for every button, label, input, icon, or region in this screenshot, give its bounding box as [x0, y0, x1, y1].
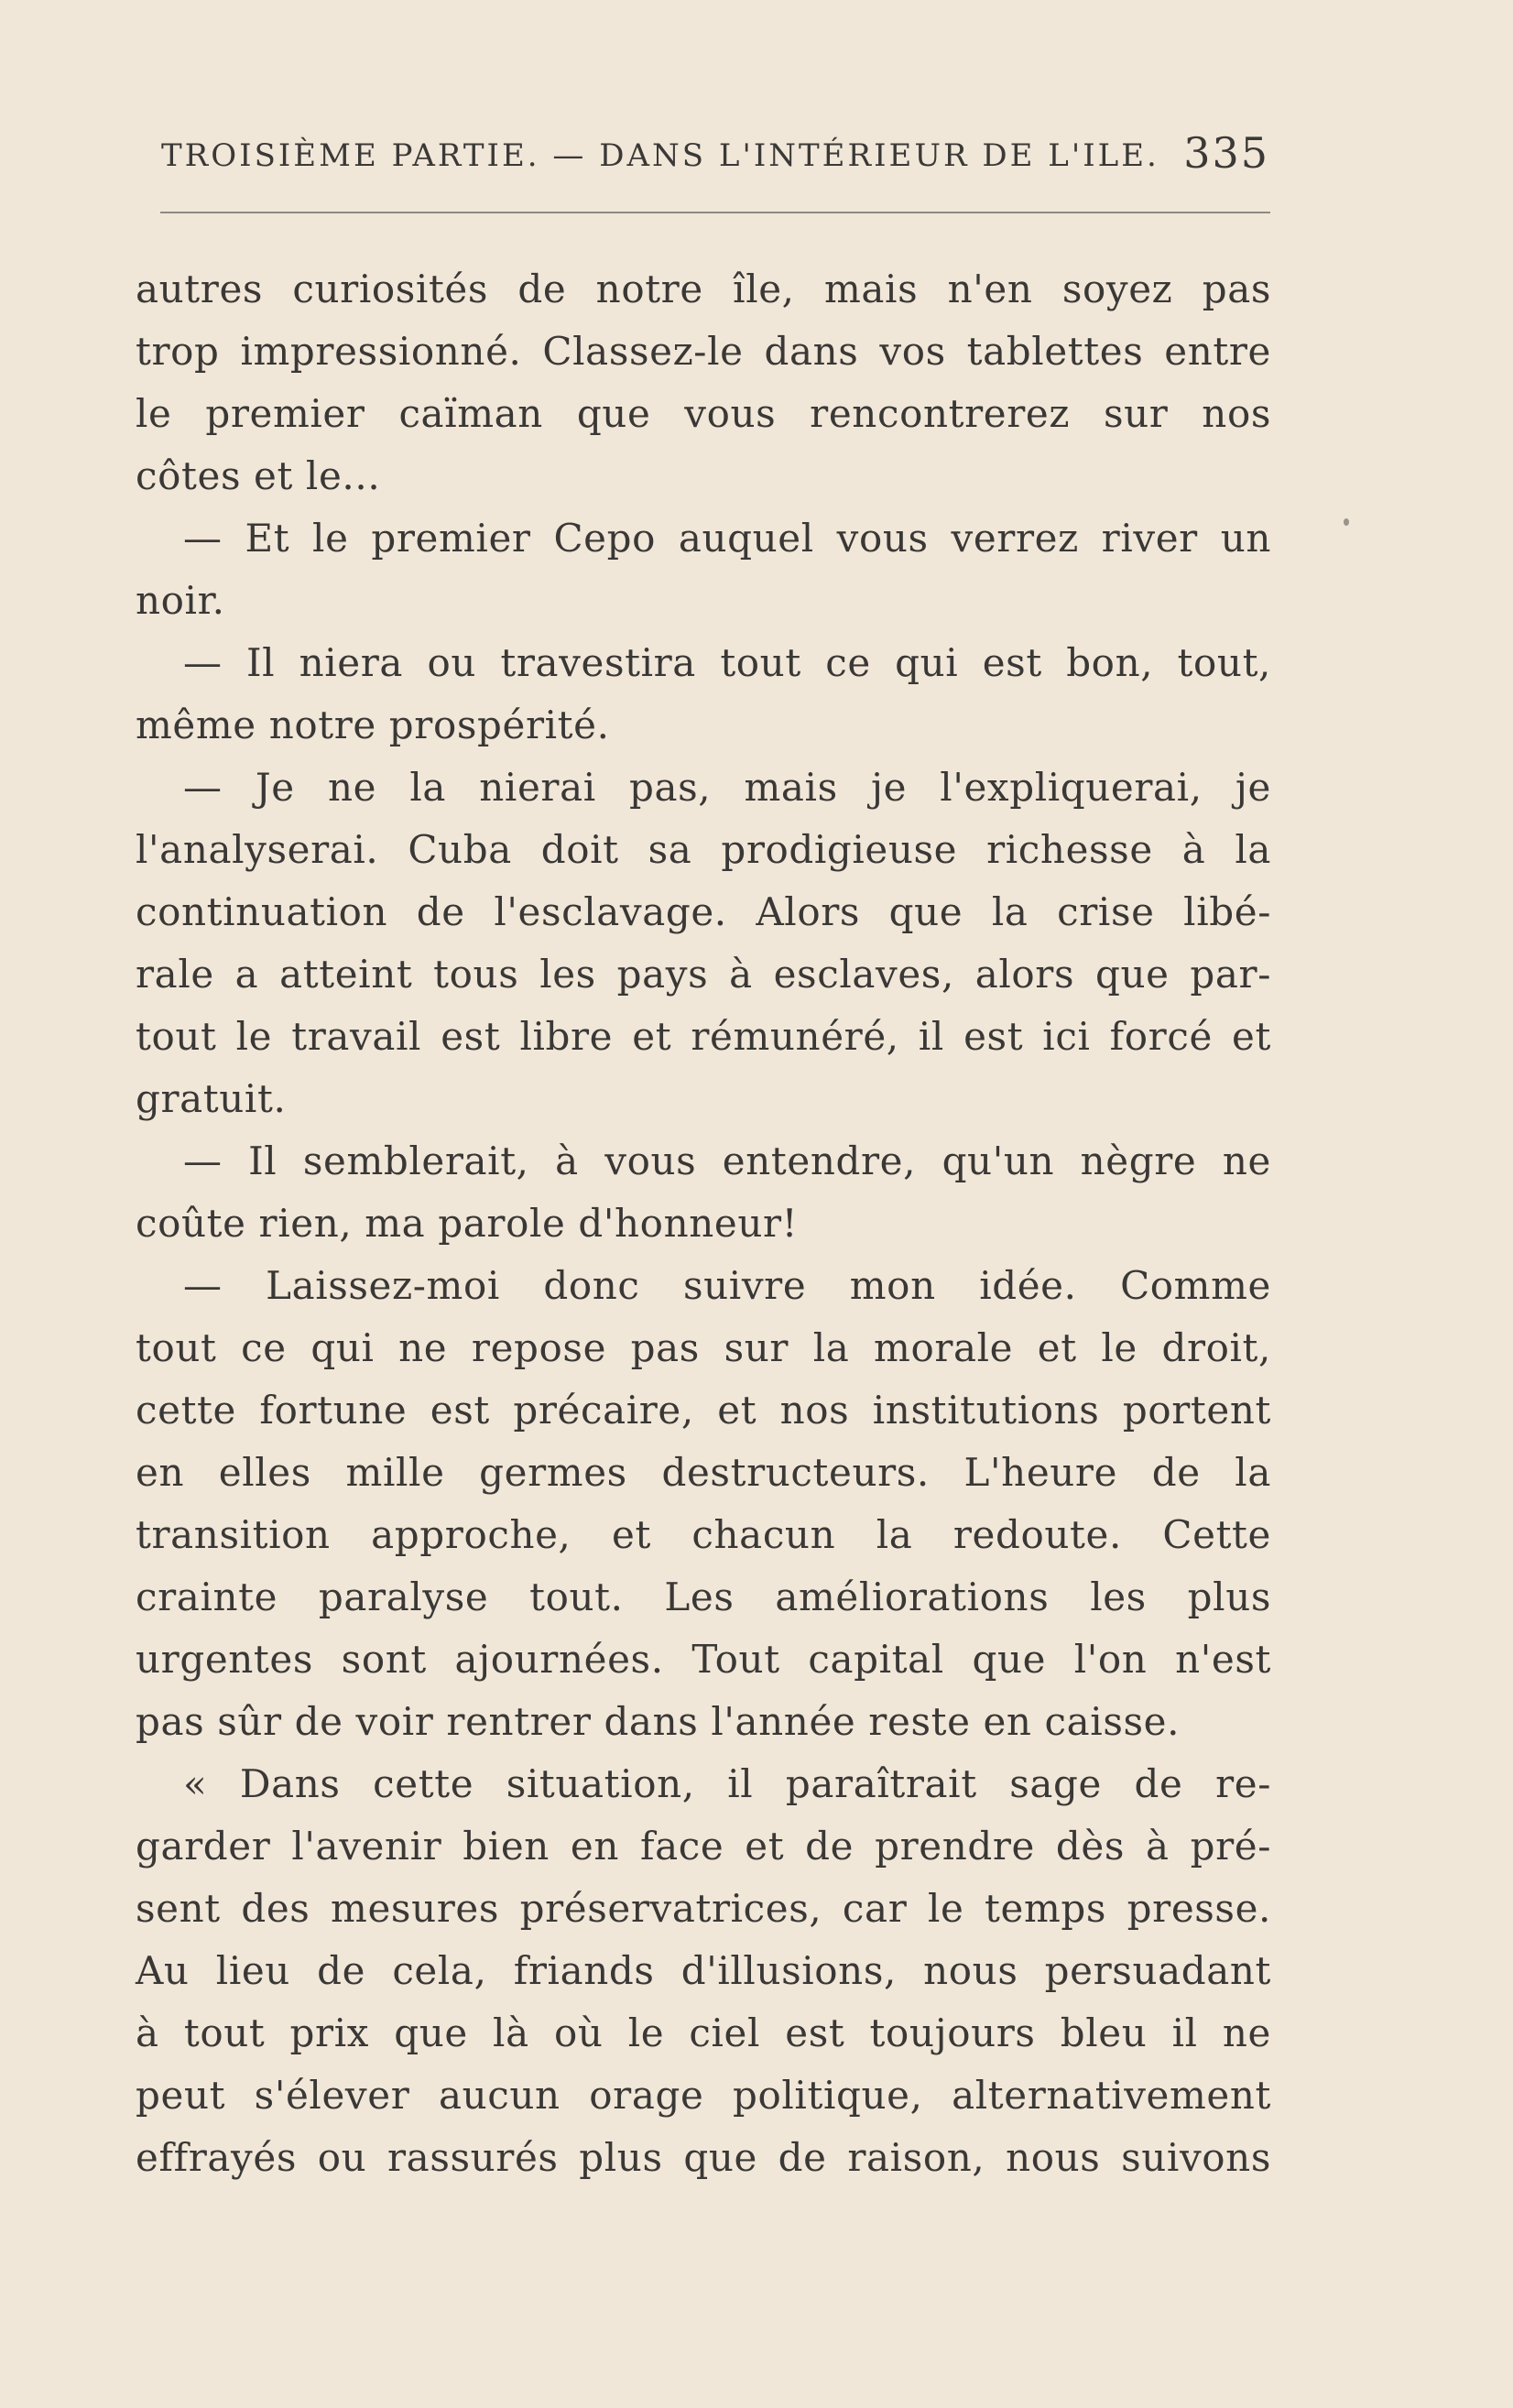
text-line: sent des mesures préservatrices, car le temps presse.	[136, 1886, 1271, 1931]
text-line: noir.	[136, 578, 225, 623]
text-line: en elles mille germes destructeurs. L'heure de la	[136, 1450, 1271, 1495]
page-number: 335	[1183, 128, 1269, 178]
text-line: trop impressionné. Classez-le dans vos tablettes entre	[136, 329, 1271, 374]
text-line: continuation de l'esclavage. Alors que la crise libé-	[136, 889, 1271, 934]
text-line: tout le travail est libre et rémunéré, il est ici forcé et	[136, 1014, 1271, 1059]
text-line: — Je ne la nierai pas, mais je l'expliquerai, je	[183, 765, 1271, 810]
text-line: crainte paralyse tout. Les améliorations les plus	[136, 1574, 1271, 1619]
text-line: « Dans cette situation, il paraîtrait sage de re-	[183, 1761, 1271, 1806]
text-line: pas sûr de voir rentrer dans l'année reste en caisse.	[136, 1699, 1181, 1744]
body-text	[136, 258, 1271, 2189]
header-rule	[160, 212, 1270, 213]
text-line: rale a atteint tous les pays à esclaves, alors que par-	[136, 952, 1271, 997]
text-line: — Laissez-moi donc suivre mon idée. Comme	[183, 1263, 1271, 1308]
text-line: gratuit.	[136, 1076, 287, 1121]
text-line: — Il niera ou travestira tout ce qui est bon, tout,	[183, 640, 1271, 685]
text-line: le premier caïman que vous rencontrerez sur nos	[136, 391, 1271, 436]
text-line: effrayés ou rassurés plus que de raison, nous suivons	[136, 2135, 1271, 2180]
text-line: peut s'élever aucun orage politique, alternativement	[136, 2073, 1271, 2118]
paper-speck	[1344, 518, 1349, 526]
text-line: cette fortune est précaire, et nos institutions portent	[136, 1388, 1271, 1433]
page-header	[154, 128, 1269, 192]
text-line: Au lieu de cela, friands d'illusions, nous persuadant	[136, 1948, 1271, 1993]
text-line: même notre prospérité.	[136, 703, 610, 747]
text-line: — Il semblerait, à vous entendre, qu'un nègre ne	[183, 1139, 1271, 1183]
text-line: tout ce qui ne repose pas sur la morale et le droit,	[136, 1325, 1271, 1370]
text-line: garder l'avenir bien en face et de prendre dès à pré-	[136, 1824, 1271, 1869]
text-line: urgentes sont ajournées. Tout capital que l'on n'est	[136, 1637, 1271, 1682]
text-line: l'analyserai. Cuba doit sa prodigieuse richesse à la	[136, 827, 1271, 872]
text-line: — Et le premier Cepo auquel vous verrez river un	[183, 516, 1271, 561]
text-line: transition approche, et chacun la redoute. Cette	[136, 1512, 1271, 1557]
text-line: côtes et le...	[136, 453, 381, 498]
text-line: autres curiosités de notre île, mais n'en soyez pas	[136, 267, 1271, 311]
running-title: TROISIÈME PARTIE. — DANS L'INTÉRIEUR DE L'ILE.	[161, 137, 1159, 174]
text-line: à tout prix que là où le ciel est toujours bleu il ne	[136, 2010, 1271, 2055]
text-line: coûte rien, ma parole d'honneur!	[136, 1201, 799, 1246]
